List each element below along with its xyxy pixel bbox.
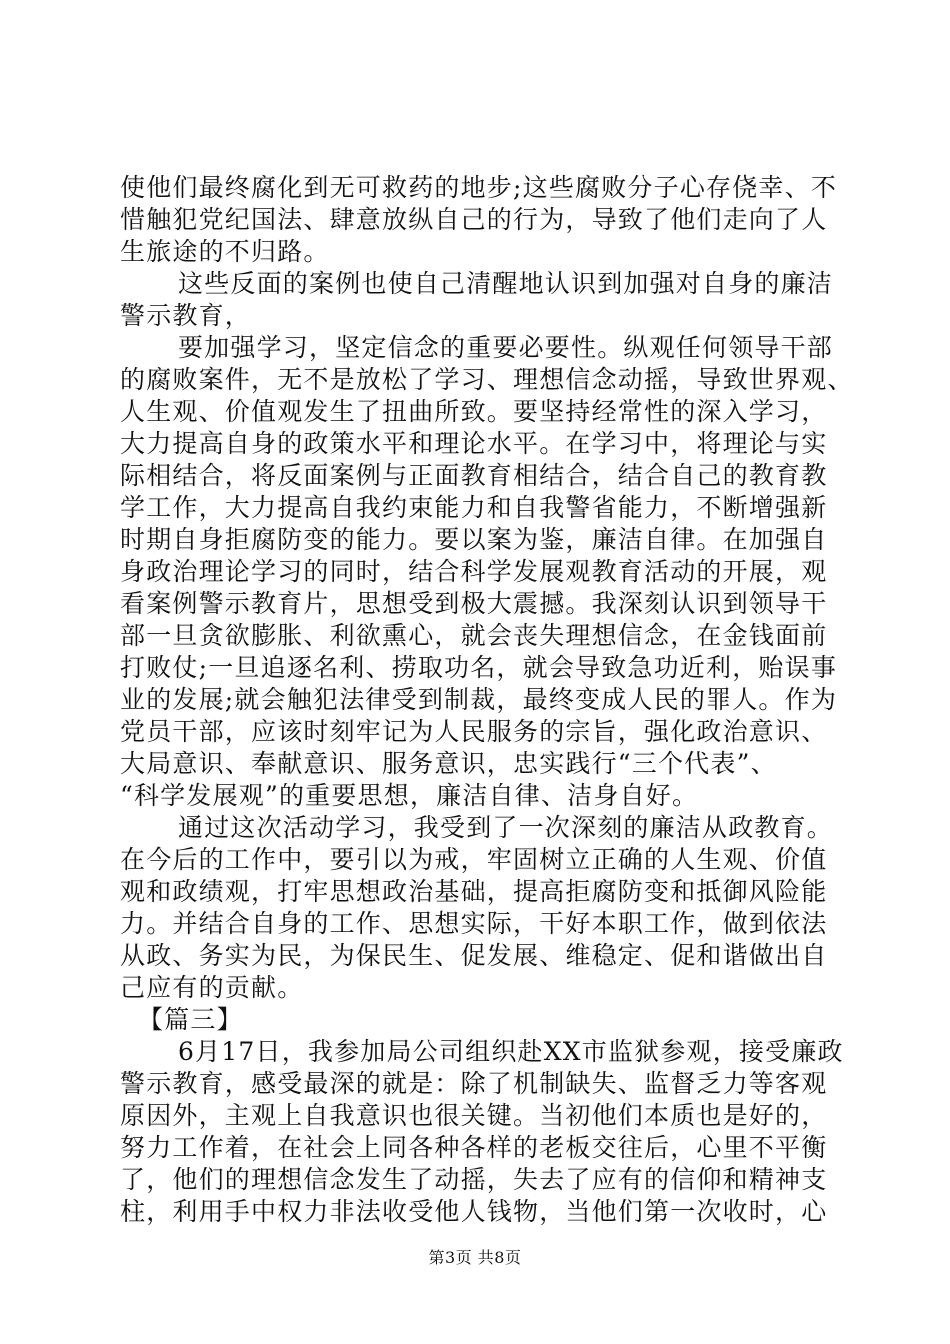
text-line: 生旅途的不归路。 [120, 237, 330, 266]
text-line: 原因外，主观上自我意识也很关键。当初他们本质也是好的， [120, 1101, 828, 1130]
text-line: 身政治理论学习的同时，结合科学发展观教育活动的开展，观 [120, 557, 828, 586]
text-line: 际相结合，将反面案例与正面教育相结合，结合自己的教育教 [120, 461, 828, 490]
paragraph-start-line: 通过这次活动学习，我受到了一次深刻的廉洁从政教育。 [178, 813, 834, 842]
text-line: 时期自身拒腐防变的能力。要以案为鉴，廉洁自律。在加强自 [120, 525, 828, 554]
text-line: 己应有的贡献。 [120, 973, 304, 1002]
text-line: 从政、务实为民，为保民生、促发展、维稳定、促和谐做出自 [120, 941, 828, 970]
document-body [120, 172, 854, 1228]
text-line: 警示教育，感受最深的就是：除了机制缺失、监督乏力等客观 [120, 1069, 828, 1098]
text-line: 打败仗;一旦追逐名利、捞取功名，就会导致急功近利，贻误事 [120, 653, 838, 682]
text-line: 党员干部，应该时刻牢记为人民服务的宗旨，强化政治意识、 [120, 717, 828, 746]
paragraph-start-line: 这些反面的案例也使自己清醒地认识到加强对自身的廉洁 [178, 269, 834, 298]
text-line: 业的发展;就会触犯法律受到制裁，最终变成人民的罪人。作为 [120, 685, 838, 714]
text-line: 部一旦贪欲膨胀、利欲熏心，就会丧失理想信念，在金钱面前 [120, 621, 828, 650]
text-line: 力。并结合自身的工作、思想实际，干好本职工作，做到依法 [120, 909, 828, 938]
text-line: 了，他们的理想信念发生了动摇，失去了应有的信仰和精神支 [120, 1165, 828, 1194]
text-line: 警示教育， [120, 301, 252, 330]
text-line: 人生观、价值观发生了扭曲所致。要坚持经常性的深入学习， [120, 397, 828, 426]
text-line: 看案例警示教育片，思想受到极大震撼。我深刻认识到领导干 [120, 589, 828, 618]
text-line: 在今后的工作中，要引以为戒，牢固树立正确的人生观、价值 [120, 845, 828, 874]
text-line: 的腐败案件，无不是放松了学习、理想信念动摇，导致世界观、 [120, 365, 854, 394]
text-line: 观和政绩观，打牢思想政治基础，提高拒腐防变和抵御风险能 [120, 877, 828, 906]
page-footer [0, 1248, 950, 1268]
text-line: “科学发展观”的重要思想，廉洁自律、洁身自好。 [120, 781, 699, 810]
text-line: 大局意识、奉献意识、服务意识，忠实践行“三个代表”、 [120, 749, 777, 778]
text-line: 努力工作着，在社会上同各种各样的老板交往后，心里不平衡 [120, 1133, 828, 1162]
text-line: 学工作，大力提高自我约束能力和自我警省能力，不断增强新 [120, 493, 828, 522]
text-line: 惜触犯党纪国法、肆意放纵自己的行为，导致了他们走向了人 [120, 205, 828, 234]
paragraph-start-line: 要加强学习，坚定信念的重要必要性。纵观任何领导干部 [178, 333, 834, 362]
text-line: 使他们最终腐化到无可救药的地步;这些腐败分子心存侥幸、不 [120, 173, 838, 202]
page-number-label: 第3页 共8页 [428, 1248, 522, 1267]
text-line: 大力提高自身的政策水平和理论水平。在学习中，将理论与实 [120, 429, 828, 458]
paragraph-start-line: 6月17日，我参加局公司组织赴XX市监狱参观，接受廉政 [178, 1037, 844, 1066]
section-heading: 【篇三】 [138, 1005, 243, 1034]
text-line: 柱，利用手中权力非法收受他人钱物，当他们第一次收时，心 [120, 1197, 828, 1226]
